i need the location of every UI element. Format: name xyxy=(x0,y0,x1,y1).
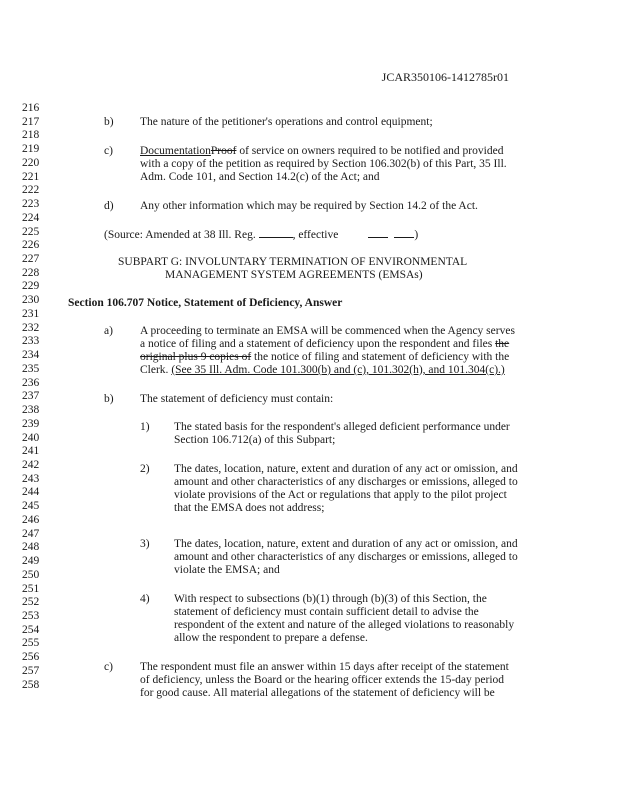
blank-line xyxy=(259,228,293,238)
sub3-line2: amount and other characteristics of any discharges or emissions, alleged to xyxy=(174,551,518,563)
sub2-line3: violate provisions of the Act or regulations that apply to the pilot project xyxy=(174,489,507,501)
sec-c-line3: for good cause. All material allegations of the statement of deficiency will be xyxy=(140,687,495,699)
line-number: 226 xyxy=(22,239,40,252)
line-number: 242 xyxy=(22,458,40,471)
sec-a-line3: original plus 9 copies of the notice of filing and statement of deficiency with the xyxy=(140,351,510,363)
sec-a-line1: A proceeding to terminate an EMSA will be commenced when the Agency serves xyxy=(140,325,515,337)
line-number: 228 xyxy=(22,266,40,279)
line-number: 253 xyxy=(22,610,40,622)
item-text-b: The nature of the petitioner's operations and control equipment; xyxy=(140,116,433,128)
inserted-text: (See 35 Ill. Adm. Code 101.300(b) and (c), 101.302(h), and 101.304(c).) xyxy=(171,364,505,376)
line-number: 250 xyxy=(22,568,40,581)
item-text-c-line3: Adm. Code 101, and Section 14.2(c) of the Act; and xyxy=(140,171,380,183)
blank-line xyxy=(394,228,414,238)
sec-a-label: a) xyxy=(104,325,113,337)
item-label-b: b) xyxy=(104,116,114,128)
line-number: 237 xyxy=(22,390,40,403)
sec-a-line2: a notice of filing and a statement of deficiency upon the respondent and files the xyxy=(140,338,510,350)
sub4-line1: With respect to subsections (b)(1) through (b)(3) of this Section, the xyxy=(174,593,487,605)
sub1-label: 1) xyxy=(140,421,150,433)
line-number: 229 xyxy=(22,280,40,293)
item-label-d: d) xyxy=(104,200,114,212)
subpart-heading-line2: MANAGEMENT SYSTEM AGREEMENTS (EMSAs) xyxy=(165,269,423,281)
line-number: 251 xyxy=(22,582,40,595)
line-number: 233 xyxy=(22,335,40,348)
line-number: 241 xyxy=(22,445,40,458)
line-number: 240 xyxy=(22,431,40,444)
deleted-text: Proof xyxy=(210,145,237,157)
line-number: 224 xyxy=(22,211,40,224)
deleted-text: original plus 9 copies of xyxy=(140,351,252,363)
sec-a-line4: Clerk. (See 35 Ill. Adm. Code 101.300(b) and (c), 101.302(h), and 101.304(c).) xyxy=(140,364,505,376)
line-number: 234 xyxy=(22,349,40,362)
line-number: 231 xyxy=(22,307,40,320)
line-number: 219 xyxy=(22,143,40,156)
line-number: 246 xyxy=(22,513,40,526)
line-number: 239 xyxy=(22,417,40,430)
line-number: 238 xyxy=(22,404,40,417)
section-title: Section 106.707 Notice, Statement of Deficiency, Answer xyxy=(68,297,343,309)
sub4-label: 4) xyxy=(140,593,150,605)
item-label-c: c) xyxy=(104,145,113,157)
inserted-text: Documentation xyxy=(140,145,211,157)
sub2-line1: The dates, location, nature, extent and duration of any act or omission, and xyxy=(174,463,518,475)
line-number: 236 xyxy=(22,376,40,389)
source-note: (Source: Amended at 38 Ill. Reg. , effective ) xyxy=(104,229,419,241)
sub3-label: 3) xyxy=(140,538,150,550)
item-text-c-line1: DocumentationProof of service on owners required to be notified and provided xyxy=(140,145,504,157)
deleted-text: the xyxy=(495,338,510,350)
sub1-line2: Section 106.712(a) of this Subpart; xyxy=(174,434,336,446)
sec-c-line2: of deficiency, unless the Board or the hearing officer extends the 15-day period xyxy=(140,674,505,686)
sub2-line4: that the EMSA does not address; xyxy=(174,502,325,514)
line-number: 232 xyxy=(22,321,40,334)
line-number: 256 xyxy=(22,651,40,664)
sub3-line3: violate the EMSA; and xyxy=(174,564,280,576)
sub2-line2: amount and other characteristics of any discharges or emissions, alleged to xyxy=(174,476,518,488)
line-number: 218 xyxy=(22,129,40,142)
sec-c-label: c) xyxy=(104,661,113,673)
line-number: 252 xyxy=(22,596,40,609)
line-number: 230 xyxy=(22,294,40,307)
line-number: 257 xyxy=(22,664,40,677)
line-number: 225 xyxy=(22,225,40,238)
line-number: 223 xyxy=(22,198,40,211)
item-text-d: Any other information which may be required by Section 14.2 of the Act. xyxy=(140,200,478,212)
line-number: 221 xyxy=(22,170,40,183)
sec-b-intro: The statement of deficiency must contain: xyxy=(140,393,334,405)
line-number: 254 xyxy=(22,623,40,636)
line-number: 235 xyxy=(22,362,40,375)
sec-b-label: b) xyxy=(104,393,114,405)
line-number: 247 xyxy=(22,527,40,540)
sub1-line1: The stated basis for the respondent's alleged deficient performance under xyxy=(174,421,510,433)
line-number: 243 xyxy=(22,472,40,485)
line-number: 248 xyxy=(22,541,40,554)
sub4-line3: respondent of the extent and nature of the alleged violations to reasonably xyxy=(174,619,515,631)
sub3-line1: The dates, location, nature, extent and duration of any act or omission, and xyxy=(174,538,518,550)
line-number: 222 xyxy=(22,184,40,197)
line-number: 255 xyxy=(22,637,40,650)
blank-line xyxy=(368,228,388,238)
line-number: 245 xyxy=(22,500,40,513)
document-id: JCAR350106-1412785r01 xyxy=(381,70,509,84)
line-number: 216 xyxy=(22,102,40,114)
line-number: 258 xyxy=(22,678,40,691)
sub4-line2: statement of deficiency must contain sufficient detail to advise the xyxy=(174,606,479,618)
line-number: 249 xyxy=(22,555,40,568)
sub2-label: 2) xyxy=(140,463,150,475)
line-number: 220 xyxy=(22,156,40,169)
line-number: 244 xyxy=(22,486,40,499)
sub4-line4: allow the respondent to prepare a defense. xyxy=(174,632,368,644)
line-number: 227 xyxy=(22,253,40,266)
subpart-heading-line1: SUBPART G: INVOLUNTARY TERMINATION OF ENVIRONMENTAL xyxy=(118,256,468,268)
item-text-c-line2: with a copy of the petition as required by Section 106.302(b) of this Part, 35 Ill. xyxy=(140,158,507,170)
sec-c-line1: The respondent must file an answer within 15 days after receipt of the statement xyxy=(140,661,509,673)
line-number: 217 xyxy=(22,115,40,128)
